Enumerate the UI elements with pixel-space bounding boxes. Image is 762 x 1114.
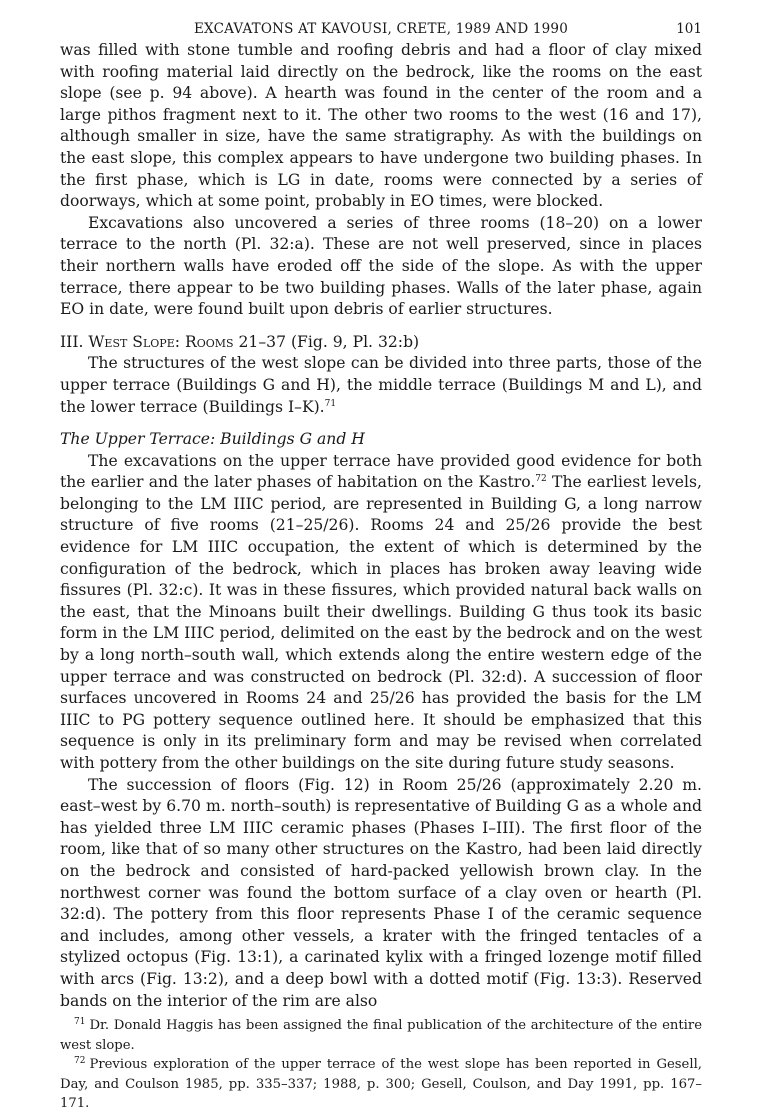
footnote-72: [60, 1055, 702, 1114]
page: [60, 0, 702, 1114]
section-number: III.: [60, 332, 84, 351]
subsection-heading: The Upper Terrace: Buildings G and H: [60, 430, 365, 449]
section-reference: 21–37 (Fig. 9, Pl. 32:b): [238, 332, 420, 351]
footnote-71-number: 71: [74, 1016, 86, 1027]
paragraph-4-text-b: The earliest levels, belonging to the LM IIIC period, are represented in Building G, a long narrow structure of five rooms (21–25/26). Rooms 24 and 25/26 provide the best evidence for LM IIIC occupation, the extent of which is determined by the configuration of the bedrock, which in places has broken away leaving wide fissures (Pl. 32:c). It was in these fissures, which provided natural back walls on the east, that the Minoans built their dwellings. Building G thus took its basic form in the LM IIIC period, delimited on the east by the bedrock and on the west by a long north–south wall, which extends along the entire western edge of the upper terrace and was constructed on bedrock (Pl. 32:d). A succession of floor surfaces uncovered in Rooms 24 and 25/26 has provided the basis for the LM IIIC to PG pottery sequence outlined here. It should be emphasized that this sequence is only in its preliminary form and may be revised when correlated with pottery from the other buildings on the site during future study seasons.: [60, 473, 702, 772]
page-number: 101: [676, 21, 702, 37]
footnote-ref-72: 72: [535, 474, 547, 485]
paragraph-4: [60, 451, 702, 775]
running-title: EXCAVATONS AT KAVOUSI, CRETE, 1989 AND 1990: [193, 21, 569, 37]
section-colon: :: [174, 332, 180, 351]
footnote-ref-71: 71: [324, 398, 337, 409]
footnote-72-number: 72: [74, 1055, 86, 1066]
paragraph-3: [60, 353, 702, 418]
paragraph-2: Excavations also uncovered a series of three rooms (18–20) on a lower terrace to the north (Pl. 32:a). These are not well preserved, since in places their northern walls have eroded off the side of the slope. As with the upper terrace, there appear to be two building phases. Walls of the later phase, again EO in date, were found built upon debris of earlier structures.: [60, 213, 702, 319]
paragraph-5: The succession of floors (Fig. 12) in Room 25/26 (approximately 2.20 m. east–west by 6.70 m. north–south) is representative of Building G as a whole and has yielded three LM IIIC ceramic phases (Phases I–III). The first floor of the room, like that of so many other structures on the Kastro, had been laid directly on the bedrock and consisted of hard-packed yellowish brown clay. In the northwest corner was found the bottom surface of a clay oven or hearth (Pl. 32:d). The pottery from this floor represents Phase I of the ceramic sequence and includes, among other vessels, a krater with the fringed tentacles of a stylized octopus (Fig. 13:1), a carinated kylix with a fringed lozenge motif filled with arcs (Fig. 13:2), and a deep bowl with a dotted motif (Fig. 13:3). Reserved bands on the interior of the rim are also: [60, 775, 702, 1010]
footnotes: [60, 1016, 702, 1114]
paragraph-1: was filled with stone tumble and roofing debris and had a floor of clay mixed with roofing material laid directly on the bedrock, like the rooms on the east slope (see p. 94 above). A hearth was found in the center of the room and a large pithos fragment next to it. The other two rooms to the west (16 and 17), although smaller in size, have the same stratigraphy. As with the buildings on the east slope, this complex appears to have undergone two building phases. In the first phase, which is LG in date, rooms were connected by a series of doorways, which at some point, probably in EO times, were blocked.: [60, 41, 702, 211]
body-text: [60, 40, 702, 1012]
section-heading: [60, 332, 702, 354]
footnote-72-text: Previous exploration of the upper terrace of the west slope has been reported in Gesell, Day, and Coulson 1985, pp. 335–337; 1988, p. 300; Gesell, Coulson, and Day 1991, pp. 167–171.: [60, 1057, 702, 1112]
paragraph-4-text-a: The excavations on the upper terrace have provided good evidence for both the earlier and the later phases of habitation on the Kastro.: [60, 451, 702, 492]
running-header: [60, 0, 702, 40]
section-rooms: Rooms: [184, 332, 234, 351]
footnote-71: [60, 1016, 702, 1055]
footnote-71-text: Dr. Donald Haggis has been assigned the final publication of the architecture of the entire west slope.: [60, 1018, 702, 1053]
section-title: West Slope: [88, 332, 175, 351]
paragraph-3-text: The structures of the west slope can be divided into three parts, those of the upper terrace (Buildings G and H), the middle terrace (Buildings M and L), and the lower terrace (Buildings I–K).: [60, 354, 702, 416]
